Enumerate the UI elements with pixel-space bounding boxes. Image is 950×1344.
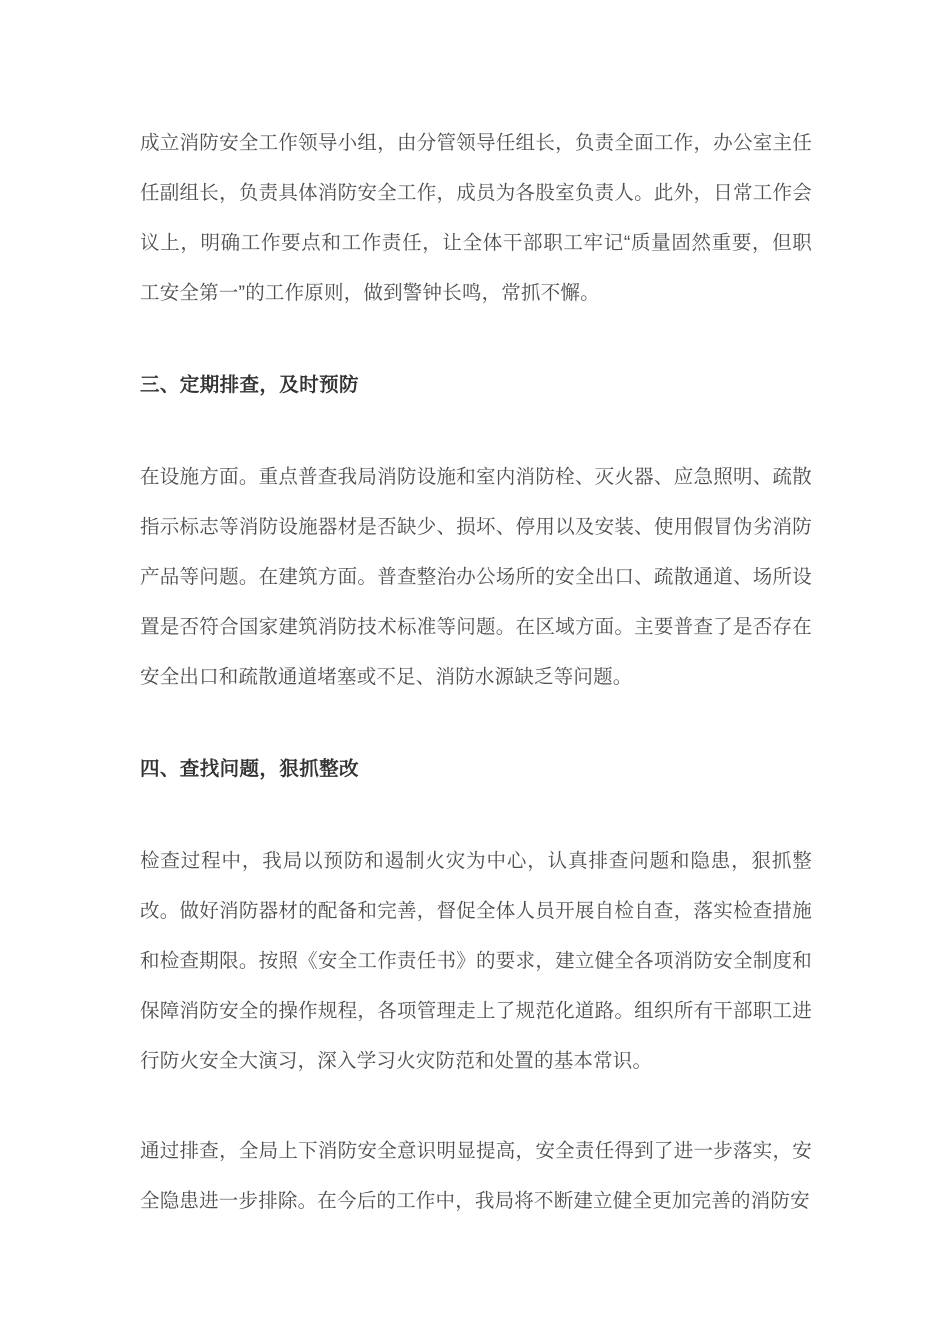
heading-section-three: 三、定期排查，及时预防 — [140, 374, 359, 396]
paragraph-section-four-body: 检查过程中，我局以预防和遏制火灾为中心，认真排查问题和隐患，狠抓整改。做好消防器材的配备和完善，督促全体人员开展自检自查，落实检查措施和检查期限。按照《安全工作责任书》的要求，建立健全各项消防安全制度和保障消防安全的操作规程，各项管理走上了规范化道路。组织所有干部职工进行防火安全大演习，深入学习火灾防范和处置的基本常识。 — [140, 850, 812, 1072]
paragraph-section-three-body: 在设施方面。重点普查我局消防设施和室内消防栓、灭火器、应急照明、疏散指示标志等消防设施器材是否缺少、损坏、停用以及安装、使用假冒伪劣消防产品等问题。在建筑方面。普查整治办公场所的安全出口、疏散通道、场所设置是否符合国家建筑消防技术标准等问题。在区域方面。主要普查了是否存在安全出口和疏散通道堵塞或不足、消防水源缺乏等问题。 — [140, 466, 812, 688]
paragraph-section-four-summary: 通过排查，全局上下消防安全意识明显提高，安全责任得到了进一步落实，安全隐患进一步排除。在今后的工作中，我局将不断建立健全更加完善的消防安 — [140, 1140, 812, 1212]
heading-section-four: 四、查找问题，狠抓整改 — [140, 758, 359, 780]
document-content — [140, 118, 812, 1226]
paragraph-leadership-group: 成立消防安全工作领导小组，由分管领导任组长，负责全面工作，办公室主任任副组长，负责具体消防安全工作，成员为各股室负责人。此外，日常工作会议上，明确工作要点和工作责任，让全体干部职工牢记“质量固然重要，但职工安全第一”的工作原则，做到警钟长鸣，常抓不懈。 — [140, 132, 812, 304]
